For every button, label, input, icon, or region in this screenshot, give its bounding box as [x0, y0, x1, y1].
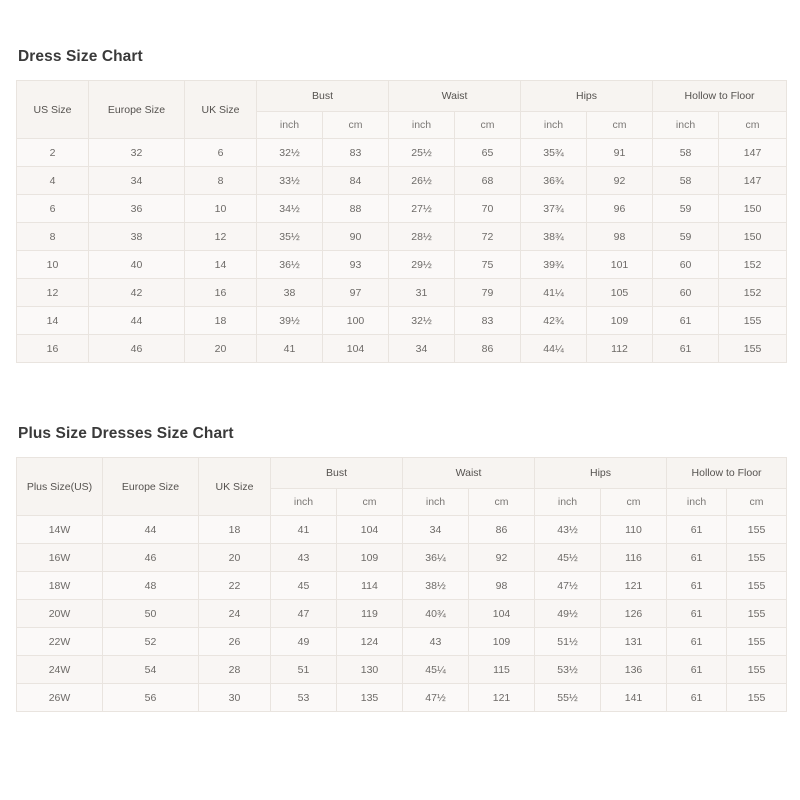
- cell-hollow-cm: 155: [727, 544, 787, 572]
- column-header-uk-size: UK Size: [185, 81, 257, 139]
- table-group-header-row: [17, 81, 787, 112]
- cell-hips-cm: 91: [587, 139, 653, 167]
- cell-hollow-cm: 152: [719, 279, 787, 307]
- cell-bust-cm: 119: [337, 600, 403, 628]
- column-header-hips: Hips: [535, 458, 667, 489]
- cell-uk-size: 16: [185, 279, 257, 307]
- cell-uk-size: 10: [185, 195, 257, 223]
- cell-waist-inch: 25½: [389, 139, 455, 167]
- cell-waist-inch: 47½: [403, 684, 469, 712]
- cell-hips-cm: 96: [587, 195, 653, 223]
- cell-bust-cm: 135: [337, 684, 403, 712]
- unit-hips-inch: inch: [521, 112, 587, 139]
- table-row: [17, 279, 787, 307]
- cell-hollow-inch: 61: [667, 544, 727, 572]
- unit-waist-cm: cm: [469, 489, 535, 516]
- cell-waist-cm: 104: [469, 600, 535, 628]
- table-row: [17, 572, 787, 600]
- cell-hollow-cm: 155: [727, 516, 787, 544]
- column-header-hollow-to-floor: Hollow to Floor: [653, 81, 787, 112]
- cell-uk-size: 12: [185, 223, 257, 251]
- cell-hips-cm: 131: [601, 628, 667, 656]
- cell-hollow-inch: 61: [667, 628, 727, 656]
- cell-waist-inch: 27½: [389, 195, 455, 223]
- cell-hollow-cm: 147: [719, 167, 787, 195]
- column-header-europe-size: Europe Size: [89, 81, 185, 139]
- column-header-waist: Waist: [389, 81, 521, 112]
- cell-uk-size: 22: [199, 572, 271, 600]
- cell-europe-size: 44: [103, 516, 199, 544]
- page-title-dress-size-chart: Dress Size Chart: [18, 48, 143, 65]
- cell-hollow-inch: 58: [653, 139, 719, 167]
- cell-europe-size: 48: [103, 572, 199, 600]
- cell-hollow-inch: 61: [667, 684, 727, 712]
- page-title-plus-size-chart: Plus Size Dresses Size Chart: [18, 425, 234, 442]
- cell-waist-inch: 29½: [389, 251, 455, 279]
- cell-bust-inch: 43: [271, 544, 337, 572]
- cell-us-size: 16: [17, 335, 89, 363]
- cell-bust-cm: 109: [337, 544, 403, 572]
- cell-waist-cm: 98: [469, 572, 535, 600]
- unit-waist-inch: inch: [403, 489, 469, 516]
- unit-bust-inch: inch: [271, 489, 337, 516]
- cell-waist-cm: 86: [455, 335, 521, 363]
- cell-waist-cm: 83: [455, 307, 521, 335]
- cell-hips-inch: 51½: [535, 628, 601, 656]
- cell-uk-size: 24: [199, 600, 271, 628]
- cell-plus-size-us: 20W: [17, 600, 103, 628]
- cell-waist-cm: 72: [455, 223, 521, 251]
- cell-waist-inch: 45¼: [403, 656, 469, 684]
- cell-europe-size: 38: [89, 223, 185, 251]
- cell-plus-size-us: 14W: [17, 516, 103, 544]
- cell-hollow-cm: 150: [719, 223, 787, 251]
- table-row: [17, 195, 787, 223]
- cell-hips-inch: 38¾: [521, 223, 587, 251]
- cell-europe-size: 34: [89, 167, 185, 195]
- cell-us-size: 4: [17, 167, 89, 195]
- cell-us-size: 6: [17, 195, 89, 223]
- table-row: [17, 628, 787, 656]
- cell-europe-size: 42: [89, 279, 185, 307]
- cell-hollow-inch: 60: [653, 251, 719, 279]
- cell-us-size: 2: [17, 139, 89, 167]
- cell-europe-size: 44: [89, 307, 185, 335]
- cell-waist-cm: 92: [469, 544, 535, 572]
- cell-hollow-cm: 150: [719, 195, 787, 223]
- column-header-hollow-to-floor: Hollow to Floor: [667, 458, 787, 489]
- cell-hollow-inch: 59: [653, 195, 719, 223]
- cell-uk-size: 8: [185, 167, 257, 195]
- table-row: [17, 335, 787, 363]
- cell-europe-size: 46: [103, 544, 199, 572]
- cell-bust-inch: 33½: [257, 167, 323, 195]
- cell-hips-inch: 36¾: [521, 167, 587, 195]
- cell-bust-inch: 38: [257, 279, 323, 307]
- cell-europe-size: 32: [89, 139, 185, 167]
- cell-bust-inch: 51: [271, 656, 337, 684]
- cell-waist-cm: 121: [469, 684, 535, 712]
- cell-hollow-inch: 58: [653, 167, 719, 195]
- cell-waist-inch: 31: [389, 279, 455, 307]
- cell-waist-cm: 70: [455, 195, 521, 223]
- dress-size-chart-table: [16, 80, 787, 363]
- cell-hips-cm: 98: [587, 223, 653, 251]
- cell-hollow-cm: 155: [719, 335, 787, 363]
- unit-hollow-inch: inch: [667, 489, 727, 516]
- cell-waist-inch: 40¾: [403, 600, 469, 628]
- cell-hips-cm: 92: [587, 167, 653, 195]
- cell-waist-cm: 75: [455, 251, 521, 279]
- cell-bust-cm: 97: [323, 279, 389, 307]
- cell-europe-size: 52: [103, 628, 199, 656]
- cell-europe-size: 40: [89, 251, 185, 279]
- cell-hollow-cm: 155: [727, 684, 787, 712]
- cell-bust-inch: 45: [271, 572, 337, 600]
- unit-waist-cm: cm: [455, 112, 521, 139]
- cell-hips-cm: 126: [601, 600, 667, 628]
- table-row: [17, 600, 787, 628]
- unit-hips-cm: cm: [601, 489, 667, 516]
- cell-europe-size: 46: [89, 335, 185, 363]
- cell-europe-size: 36: [89, 195, 185, 223]
- column-header-bust: Bust: [271, 458, 403, 489]
- cell-bust-cm: 104: [323, 335, 389, 363]
- cell-waist-cm: 65: [455, 139, 521, 167]
- table-row: [17, 544, 787, 572]
- cell-uk-size: 14: [185, 251, 257, 279]
- cell-europe-size: 54: [103, 656, 199, 684]
- cell-hollow-inch: 61: [667, 600, 727, 628]
- cell-us-size: 8: [17, 223, 89, 251]
- cell-bust-inch: 39½: [257, 307, 323, 335]
- cell-bust-cm: 114: [337, 572, 403, 600]
- cell-bust-inch: 41: [257, 335, 323, 363]
- table-row: [17, 251, 787, 279]
- cell-bust-cm: 104: [337, 516, 403, 544]
- table-row: [17, 167, 787, 195]
- cell-hollow-cm: 152: [719, 251, 787, 279]
- cell-bust-cm: 90: [323, 223, 389, 251]
- unit-hips-cm: cm: [587, 112, 653, 139]
- table-row: [17, 516, 787, 544]
- cell-hips-cm: 116: [601, 544, 667, 572]
- cell-hips-cm: 141: [601, 684, 667, 712]
- cell-hips-cm: 136: [601, 656, 667, 684]
- cell-hips-inch: 55½: [535, 684, 601, 712]
- unit-waist-inch: inch: [389, 112, 455, 139]
- unit-hollow-inch: inch: [653, 112, 719, 139]
- cell-hips-inch: 53½: [535, 656, 601, 684]
- cell-plus-size-us: 18W: [17, 572, 103, 600]
- cell-hollow-inch: 61: [653, 307, 719, 335]
- cell-uk-size: 28: [199, 656, 271, 684]
- cell-waist-inch: 43: [403, 628, 469, 656]
- cell-hips-inch: 42¾: [521, 307, 587, 335]
- cell-hollow-inch: 61: [667, 516, 727, 544]
- cell-europe-size: 56: [103, 684, 199, 712]
- plus-size-chart-table: [16, 457, 787, 712]
- cell-bust-cm: 83: [323, 139, 389, 167]
- cell-bust-inch: 41: [271, 516, 337, 544]
- cell-plus-size-us: 24W: [17, 656, 103, 684]
- cell-waist-cm: 109: [469, 628, 535, 656]
- cell-plus-size-us: 26W: [17, 684, 103, 712]
- column-header-plus-size-us: Plus Size(US): [17, 458, 103, 516]
- cell-hollow-inch: 61: [653, 335, 719, 363]
- cell-hollow-cm: 155: [719, 307, 787, 335]
- cell-waist-inch: 36¼: [403, 544, 469, 572]
- cell-hollow-inch: 61: [667, 572, 727, 600]
- cell-waist-cm: 115: [469, 656, 535, 684]
- cell-uk-size: 18: [199, 516, 271, 544]
- column-header-uk-size: UK Size: [199, 458, 271, 516]
- cell-bust-inch: 32½: [257, 139, 323, 167]
- cell-hollow-inch: 60: [653, 279, 719, 307]
- column-header-bust: Bust: [257, 81, 389, 112]
- unit-hollow-cm: cm: [727, 489, 787, 516]
- cell-uk-size: 18: [185, 307, 257, 335]
- table-row: [17, 307, 787, 335]
- column-header-us-size: US Size: [17, 81, 89, 139]
- section-spacer: [16, 363, 784, 425]
- cell-bust-inch: 53: [271, 684, 337, 712]
- cell-hollow-inch: 59: [653, 223, 719, 251]
- table-row: [17, 139, 787, 167]
- cell-waist-inch: 26½: [389, 167, 455, 195]
- table-row: [17, 223, 787, 251]
- unit-hips-inch: inch: [535, 489, 601, 516]
- cell-hips-inch: 35¾: [521, 139, 587, 167]
- cell-hips-cm: 110: [601, 516, 667, 544]
- cell-bust-cm: 88: [323, 195, 389, 223]
- cell-hollow-cm: 147: [719, 139, 787, 167]
- cell-bust-cm: 84: [323, 167, 389, 195]
- cell-plus-size-us: 22W: [17, 628, 103, 656]
- cell-hollow-cm: 155: [727, 628, 787, 656]
- cell-uk-size: 20: [199, 544, 271, 572]
- table-group-header-row: [17, 458, 787, 489]
- cell-hips-cm: 105: [587, 279, 653, 307]
- cell-hips-inch: 43½: [535, 516, 601, 544]
- cell-bust-inch: 49: [271, 628, 337, 656]
- cell-bust-cm: 100: [323, 307, 389, 335]
- cell-waist-inch: 34: [389, 335, 455, 363]
- cell-plus-size-us: 16W: [17, 544, 103, 572]
- cell-waist-cm: 86: [469, 516, 535, 544]
- unit-bust-inch: inch: [257, 112, 323, 139]
- cell-bust-inch: 36½: [257, 251, 323, 279]
- cell-hips-inch: 47½: [535, 572, 601, 600]
- table-row: [17, 684, 787, 712]
- cell-europe-size: 50: [103, 600, 199, 628]
- cell-waist-inch: 28½: [389, 223, 455, 251]
- cell-hips-cm: 121: [601, 572, 667, 600]
- cell-hips-inch: 45½: [535, 544, 601, 572]
- cell-uk-size: 6: [185, 139, 257, 167]
- cell-hips-inch: 44¼: [521, 335, 587, 363]
- cell-uk-size: 20: [185, 335, 257, 363]
- cell-hollow-cm: 155: [727, 572, 787, 600]
- cell-us-size: 14: [17, 307, 89, 335]
- cell-hips-inch: 49½: [535, 600, 601, 628]
- unit-bust-cm: cm: [337, 489, 403, 516]
- cell-us-size: 12: [17, 279, 89, 307]
- cell-hollow-inch: 61: [667, 656, 727, 684]
- cell-hips-cm: 109: [587, 307, 653, 335]
- cell-hollow-cm: 155: [727, 600, 787, 628]
- cell-bust-inch: 47: [271, 600, 337, 628]
- cell-bust-inch: 34½: [257, 195, 323, 223]
- cell-us-size: 10: [17, 251, 89, 279]
- cell-hips-inch: 37¾: [521, 195, 587, 223]
- column-header-hips: Hips: [521, 81, 653, 112]
- cell-waist-inch: 34: [403, 516, 469, 544]
- cell-bust-cm: 93: [323, 251, 389, 279]
- unit-bust-cm: cm: [323, 112, 389, 139]
- column-header-europe-size: Europe Size: [103, 458, 199, 516]
- table-row: [17, 656, 787, 684]
- cell-waist-inch: 32½: [389, 307, 455, 335]
- cell-bust-inch: 35½: [257, 223, 323, 251]
- cell-bust-cm: 130: [337, 656, 403, 684]
- cell-uk-size: 26: [199, 628, 271, 656]
- cell-bust-cm: 124: [337, 628, 403, 656]
- cell-hips-inch: 41¼: [521, 279, 587, 307]
- cell-uk-size: 30: [199, 684, 271, 712]
- column-header-waist: Waist: [403, 458, 535, 489]
- cell-hips-cm: 112: [587, 335, 653, 363]
- cell-waist-cm: 68: [455, 167, 521, 195]
- cell-hips-cm: 101: [587, 251, 653, 279]
- cell-waist-inch: 38½: [403, 572, 469, 600]
- cell-hollow-cm: 155: [727, 656, 787, 684]
- cell-hips-inch: 39¾: [521, 251, 587, 279]
- unit-hollow-cm: cm: [719, 112, 787, 139]
- cell-waist-cm: 79: [455, 279, 521, 307]
